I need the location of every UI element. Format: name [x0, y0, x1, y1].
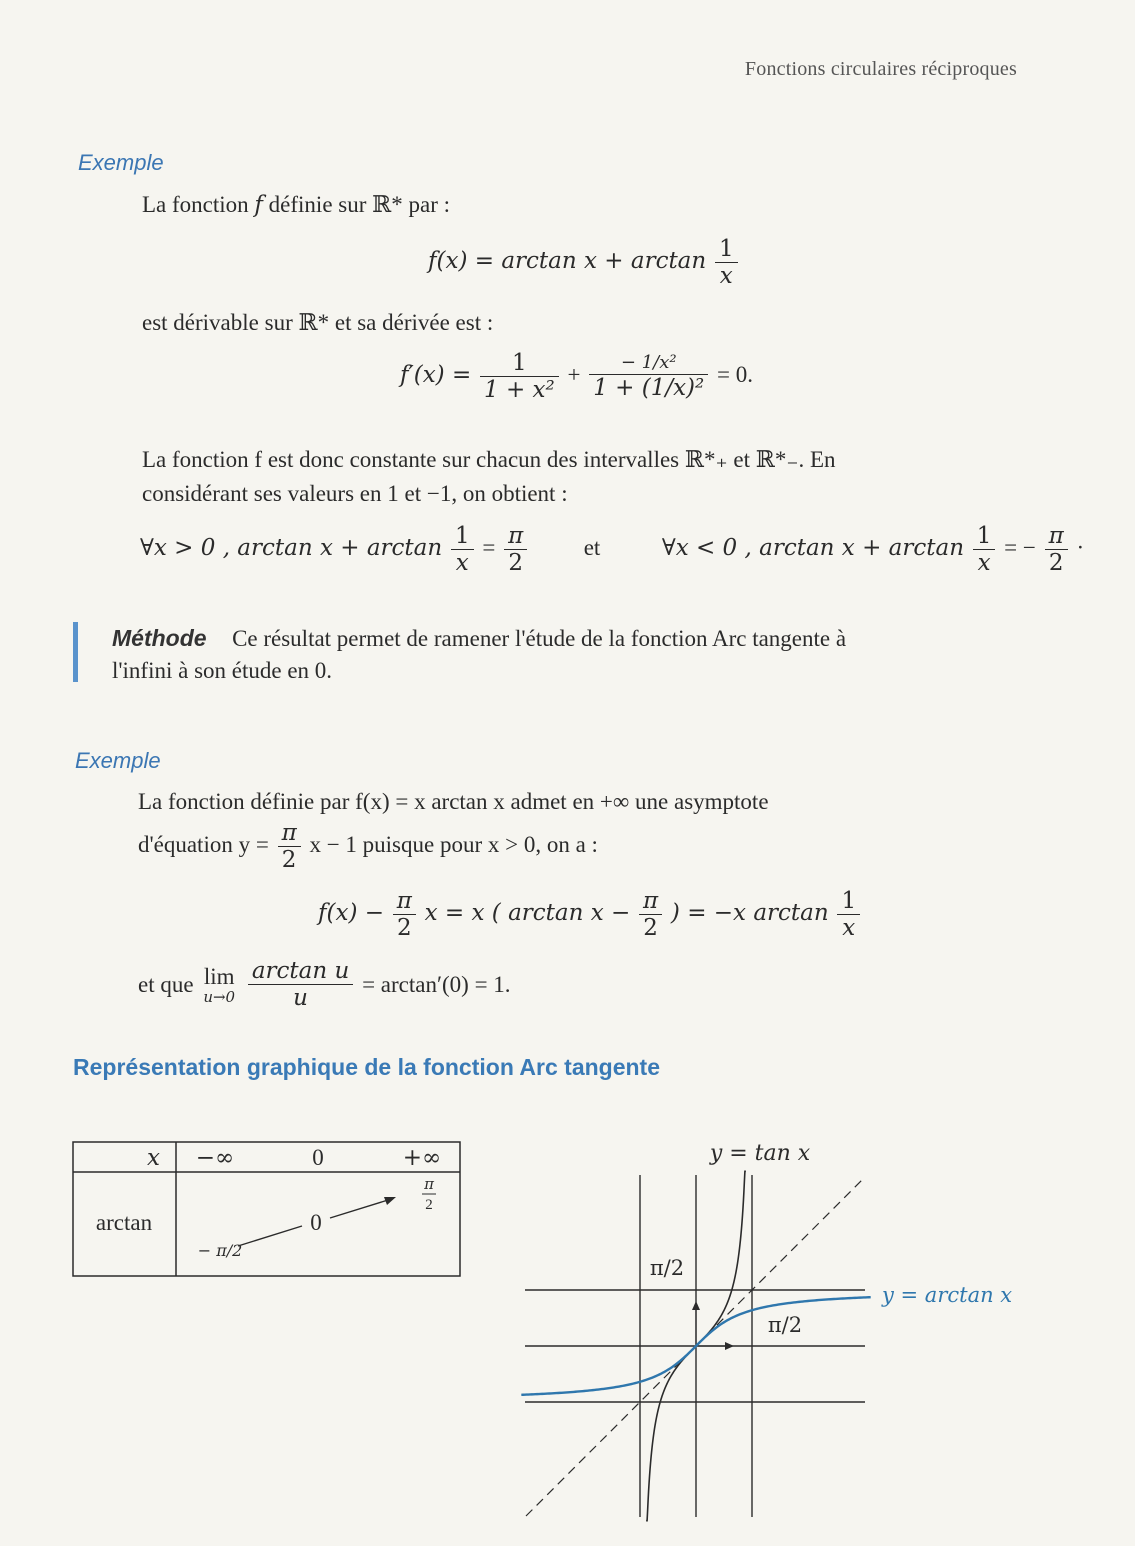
result-left-frac — [451, 523, 474, 577]
derivative-formula — [400, 350, 753, 404]
example1-intro — [142, 192, 450, 218]
deriv-lhs: f′(x) = — [400, 362, 472, 389]
running-header: Fonctions circulaires réciproques — [744, 58, 1017, 80]
result-right-eq: = − — [1004, 535, 1036, 561]
formula-fraction — [715, 236, 738, 290]
constant-line-1: La fonction f est donc constante sur chacun des intervalles ℝ*₊ et ℝ*₋. En — [142, 447, 836, 472]
lim-operator — [203, 964, 235, 1006]
method-text-1: Ce résultat permet de ramener l'étude de la fonction Arc tangente à — [232, 626, 847, 651]
deriv-text-a: est dérivable sur — [142, 310, 293, 335]
table-header-minus-inf: −∞ — [195, 1145, 235, 1171]
result-right-den: x — [977, 550, 991, 577]
intro-set: ℝ* — [372, 192, 403, 217]
intro-f: f — [254, 192, 263, 218]
deriv-frac2-den: 1 + (1/x)² — [593, 374, 705, 401]
result-line — [140, 523, 1084, 577]
deriv-plus: + — [567, 362, 581, 388]
limit-line — [138, 958, 511, 1012]
table-header-plus-inf: +∞ — [402, 1145, 442, 1171]
result-left-rnum: π — [504, 523, 527, 550]
table-header-x: x — [147, 1145, 160, 1171]
label-pi2-vertical: π/2 — [649, 1256, 685, 1280]
eq-a: f(x) − — [318, 900, 385, 927]
formula-num: 1 — [715, 236, 738, 263]
eq-num2: π — [639, 888, 662, 915]
table-val-left: − π/2 — [197, 1241, 243, 1260]
line2-a: d'équation y = — [138, 832, 269, 858]
table-arrow-2 — [330, 1200, 388, 1218]
result-right-rnum: π — [1045, 523, 1068, 550]
example-label-1: Exemple — [78, 150, 164, 175]
deriv-frac2 — [589, 353, 708, 401]
table-row-label: arctan — [95, 1210, 153, 1235]
result-right-rden: 2 — [1048, 550, 1064, 577]
example2-line-2 — [138, 820, 598, 874]
line2-num: π — [278, 820, 301, 847]
deriv-frac1-num: 1 — [480, 350, 559, 377]
intro-text-b: définie sur — [268, 192, 367, 217]
table-arrow-1 — [238, 1226, 302, 1246]
line2-den: 2 — [281, 847, 297, 874]
line2-frac — [278, 820, 301, 874]
intro-text-a: La fonction — [142, 192, 249, 217]
intro-text-c: par : — [408, 192, 451, 217]
formula-den: x — [719, 263, 733, 290]
variation-table — [70, 1138, 465, 1280]
method-line-2: l'infini à son étude en 0. — [112, 658, 333, 683]
label-y-tan: y = tan x — [709, 1141, 811, 1166]
table-header-zero: 0 — [312, 1145, 324, 1170]
result-right-num: 1 — [973, 523, 996, 550]
unit-arrowhead-up — [692, 1301, 700, 1310]
example-label-2: Exemple — [75, 748, 161, 773]
deriv-frac1-den: 1 + x² — [484, 377, 555, 404]
eq-frac1 — [393, 888, 416, 942]
unit-arrowhead-right — [725, 1342, 734, 1350]
arctan-graph — [520, 1135, 1030, 1525]
result-left-lhs: ∀x > 0 , arctan x + arctan — [140, 535, 443, 562]
table-val-right-den: 2 — [425, 1197, 433, 1213]
constant-line-2: considérant ses valeurs en 1 et −1, on obtient : — [142, 481, 568, 506]
eq-den1: 2 — [397, 915, 412, 942]
eq-num3: 1 — [837, 888, 860, 915]
result-right-rfrac — [1045, 523, 1068, 577]
result-right-frac — [973, 523, 996, 577]
result-left-rden: 2 — [508, 550, 523, 577]
result-left-num: 1 — [451, 523, 474, 550]
table-val-mid: 0 — [310, 1210, 322, 1235]
method-bar — [73, 622, 78, 682]
eq-num1: π — [393, 888, 416, 915]
section-title: Représentation graphique de la fonction Arc tangente — [73, 1054, 660, 1080]
method-title: Méthode — [112, 625, 207, 651]
eq-c: ) = −x arctan — [670, 900, 829, 927]
table-arrowhead — [384, 1197, 396, 1205]
deriv-set: ℝ* — [298, 310, 330, 335]
result-right-end: · — [1076, 535, 1085, 561]
result-left-rfrac — [504, 523, 527, 577]
deriv-frac2-num: − 1/x² — [589, 353, 708, 375]
lim-den: u — [293, 985, 308, 1012]
lim-op: lim — [203, 964, 235, 990]
formula-lhs: f(x) = arctan x + arctan — [428, 248, 707, 275]
lim-sub: u→0 — [203, 988, 236, 1007]
lim-frac — [248, 958, 353, 1012]
result-right-lhs: ∀x < 0 , arctan x + arctan — [661, 535, 965, 562]
lim-num: arctan u — [248, 958, 353, 985]
line2-b: x − 1 puisque pour x > 0, on a : — [309, 832, 598, 858]
eq-frac3 — [837, 888, 860, 942]
label-pi2-horizontal: π/2 — [767, 1313, 803, 1337]
formula-f — [428, 236, 741, 290]
lim-a: et que — [138, 971, 194, 997]
example2-equation — [318, 888, 863, 942]
lim-b: = arctan′(0) = 1. — [362, 971, 511, 997]
eq-b: x = x ( arctan x − — [424, 900, 631, 927]
result-left-den: x — [455, 550, 469, 577]
result-et: et — [583, 535, 601, 561]
label-y-arctan: y = arctan x — [882, 1283, 1013, 1307]
deriv-rhs: = 0. — [717, 362, 753, 388]
eq-den3: x — [842, 915, 856, 942]
result-left-eq: = — [482, 535, 496, 561]
example2-line-1: La fonction définie par f(x) = x arctan x admet en +∞ une asymptote — [138, 789, 769, 814]
derivative-intro — [142, 310, 493, 336]
eq-frac2 — [639, 888, 662, 942]
eq-den2: 2 — [643, 915, 658, 942]
deriv-text-b: et sa dérivée est : — [334, 310, 494, 335]
deriv-frac1 — [480, 350, 559, 404]
method-line-1 — [112, 625, 1014, 652]
table-val-right-num: π — [424, 1175, 434, 1193]
